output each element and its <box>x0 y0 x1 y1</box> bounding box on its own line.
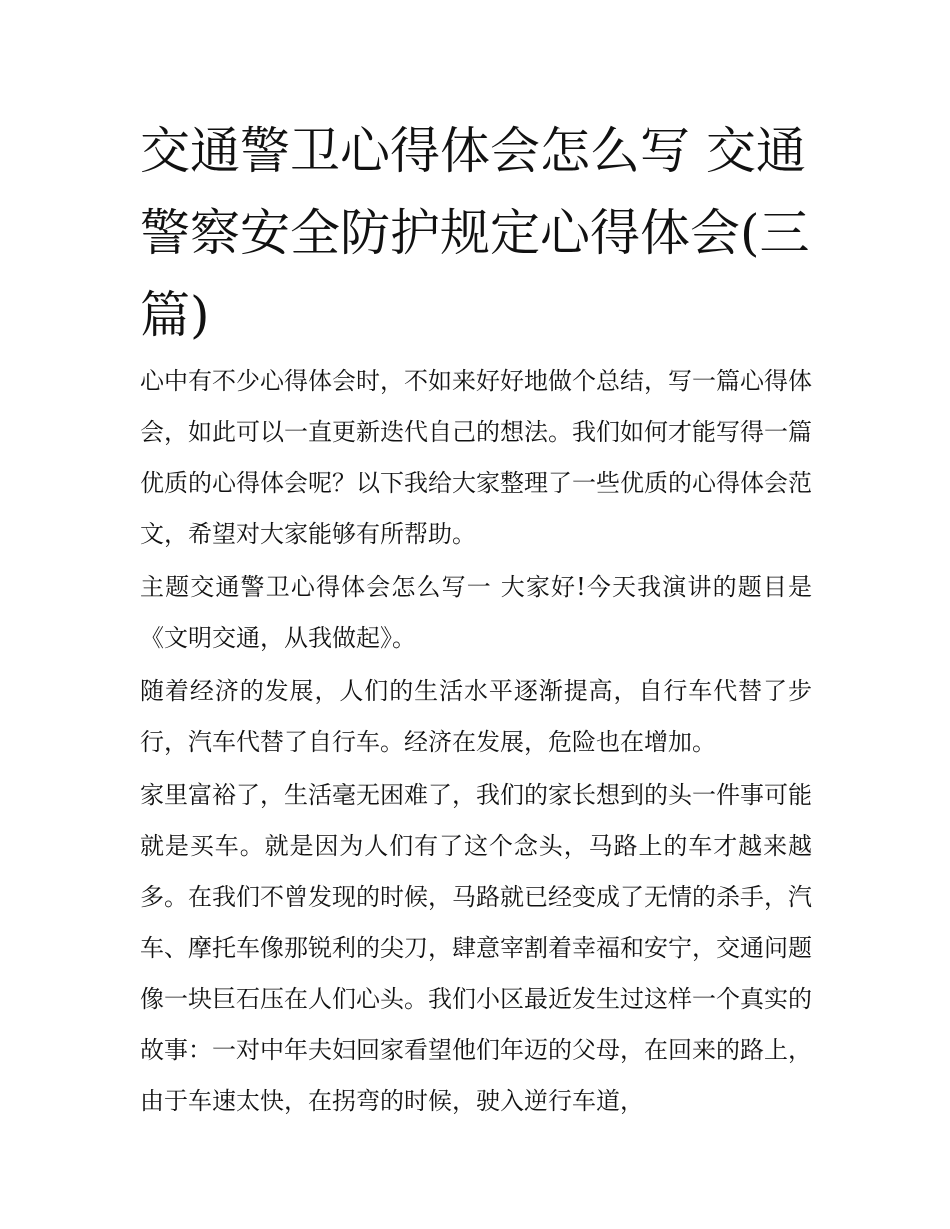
paragraph-intro: 心中有不少心得体会时，不如来好好地做个总结，写一篇心得体会，如此可以一直更新迭代自己的想法。我们如何才能写得一篇优质的心得体会呢？以下我给大家整理了一些优质的心得体会范文，希望对大家能够有所帮助。 <box>140 367 812 548</box>
paragraph-speech-opening: 主题交通警卫心得体会怎么写一 大家好!今天我演讲的题目是《文明交通，从我做起》。 <box>140 573 812 652</box>
document-title: 交通警卫心得体会怎么写 交通警察安全防护规定心得体会(三篇) <box>140 122 810 344</box>
document-body <box>140 356 812 1129</box>
paragraph-traffic-story: 家里富裕了，生活毫无困难了，我们的家长想到的头一件事可能就是买车。就是因为人们有了这个念头，马路上的车才越来越多。在我们不曾发现的时候，马路就已经变成了无情的杀手，汽车、摩托车像那锐利的尖刀，肆意宰割着幸福和安宁，交通问题像一块巨石压在人们心头。我们小区最近发生过这样一个真实的故事：一对中年夫妇回家看望他们年迈的父母，在回来的路上，由于车速太快，在拐弯的时候，驶入逆行车道， <box>140 781 812 1115</box>
paragraph-economic-development: 随着经济的发展，人们的生活水平逐渐提高，自行车代替了步行，汽车代替了自行车。经济在发展，危险也在增加。 <box>140 677 812 756</box>
